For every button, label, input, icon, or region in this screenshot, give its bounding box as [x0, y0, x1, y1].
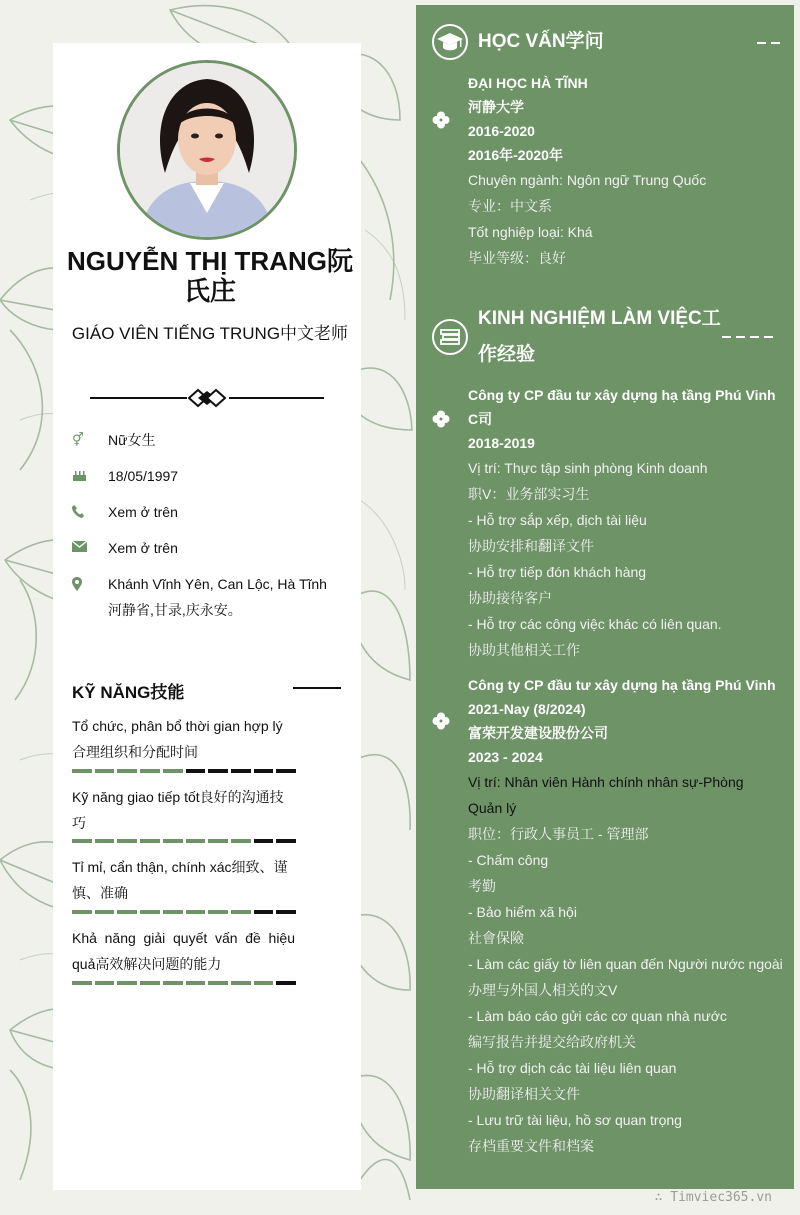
education-grade: Tốt nghiệp loại: Khá	[468, 224, 593, 240]
skill-bar-segment	[276, 839, 296, 843]
skill-label: Tỉ mỉ, cẩn thận, chính xác细致、谨慎、准确	[72, 859, 288, 901]
skill-bar-segment	[163, 981, 183, 985]
job-detail: 社會保險	[468, 930, 524, 946]
job-title: GIÁO VIÊN TIẾNG TRUNG中文老师	[71, 324, 349, 343]
avatar	[117, 60, 297, 240]
job-detail: 职V：业务部实习生	[468, 486, 590, 502]
skill-bar-segment	[140, 769, 160, 773]
job-detail: - Làm báo cáo gửi các cơ quan nhà nước	[468, 1008, 727, 1024]
profile-photo	[120, 63, 294, 237]
skill-bar-segment	[254, 910, 274, 914]
experience-heading-line2: 作经验	[478, 344, 536, 365]
job-detail: - Làm các giấy tờ liên quan đến Người nước ngoài	[468, 956, 783, 972]
skill-bar-segment	[276, 910, 296, 914]
job-detail: 办理与外国人相关的文V	[468, 982, 618, 998]
job-position: Vị trí: Nhân viên Hành chính nhân sự-Phòng Quản lý	[468, 774, 744, 816]
phone-text: Xem ở trên	[108, 504, 178, 520]
skill-bar	[72, 910, 296, 914]
skill-bar-segment	[208, 981, 228, 985]
skill-bar-segment	[163, 910, 183, 914]
skill-bar-segment	[186, 910, 206, 914]
education-heading-dash	[757, 42, 780, 44]
job-detail: Vị trí: Thực tập sinh phòng Kinh doanh	[468, 460, 708, 476]
skill-bar-segment	[163, 839, 183, 843]
job-detail: 协助接待客户	[468, 590, 552, 606]
map-pin-icon	[72, 577, 88, 591]
skill-bar-segment	[117, 981, 137, 985]
skill-bar-segment	[254, 769, 274, 773]
skill-bar-segment	[186, 981, 206, 985]
school-name-cn: 河静大学	[468, 99, 524, 115]
gender-text: Nữ女生	[108, 432, 156, 448]
education-years: 2016-2020	[468, 123, 535, 139]
skill-bar-segment	[254, 839, 274, 843]
job-detail: - Lưu trữ tài liệu, hồ sơ quan trọng	[468, 1112, 682, 1128]
watermark: ∴ Timviec365.vn	[654, 1190, 772, 1205]
skills-heading: KỸ NĂNG技能	[72, 683, 185, 702]
job-detail: 协助安排和翻译文件	[468, 538, 594, 554]
job-detail: 编写报告并提交给政府机关	[468, 1034, 636, 1050]
divider-left	[90, 397, 187, 399]
skill-bar	[72, 981, 296, 985]
education-grade-cn: 毕业等级：良好	[468, 250, 566, 266]
job-detail: - Chấm công	[468, 852, 549, 868]
job-detail: 协助其他相关工作	[468, 642, 580, 658]
skill-bar-segment	[231, 981, 251, 985]
experience-heading-dash	[722, 336, 773, 338]
skill-label: Khả năng giải quyết vấn đề hiệu quả高效解决问题的能力	[72, 930, 295, 972]
skill-bar	[72, 769, 296, 773]
skill-label: Tổ chức, phân bổ thời gian hợp lý合理组织和分配时间	[72, 718, 283, 760]
job-company-cont: C司	[468, 411, 493, 427]
skill-bar-segment	[72, 839, 92, 843]
job-years: 2023 - 2024	[468, 749, 543, 765]
skill-bar-segment	[95, 839, 115, 843]
books-icon	[432, 319, 468, 355]
divider-right	[229, 397, 324, 399]
clover-bullet-icon	[432, 111, 450, 129]
skill-bar-segment	[117, 910, 137, 914]
skill-bar-segment	[186, 839, 206, 843]
skill-bar-segment	[95, 981, 115, 985]
job-detail: - Bảo hiểm xã hội	[468, 904, 577, 920]
job-company-cn: 富荣开发建设股份公司	[468, 725, 608, 741]
email-text: Xem ở trên	[108, 540, 178, 556]
skills-heading-rule	[293, 687, 341, 689]
job-period: 2021-Nay (8/2024)	[468, 701, 586, 717]
skill-bar-segment	[72, 769, 92, 773]
job-detail: 职位：行政人事员工 - 管理部	[468, 826, 649, 842]
skill-bar-segment	[276, 769, 296, 773]
skill-bar-segment	[140, 910, 160, 914]
job-detail: 考勤	[468, 878, 496, 894]
experience-heading-line1: KINH NGHIỆM LÀM VIỆC工	[478, 308, 721, 329]
job-detail: 协助翻译相关文件	[468, 1086, 580, 1102]
job-company: Công ty CP đầu tư xây dựng hạ tầng Phú Vinh	[468, 387, 776, 403]
clover-bullet-icon	[432, 410, 450, 428]
skill-bar-segment	[117, 839, 137, 843]
skill-bar-segment	[231, 839, 251, 843]
job-detail: 存档重要文件和档案	[468, 1138, 594, 1154]
education-heading: HỌC VẤN学问	[478, 31, 604, 52]
envelope-icon	[72, 541, 88, 555]
school-name: ĐẠI HỌC HÀ TĨNH	[468, 75, 588, 91]
skill-bar-segment	[163, 769, 183, 773]
skill-bar-segment	[117, 769, 137, 773]
address-text: Khánh Vĩnh Yên, Can Lộc, Hà Tĩnh 河静省,甘录,庆永安。	[108, 576, 327, 618]
job-detail: - Hỗ trợ sắp xếp, dịch tài liệu	[468, 512, 647, 528]
skill-bar-segment	[95, 910, 115, 914]
skill-bar-segment	[208, 839, 228, 843]
skill-bar-segment	[208, 769, 228, 773]
skill-bar-segment	[72, 910, 92, 914]
birthday-cake-icon	[72, 469, 88, 483]
clover-bullet-icon	[432, 712, 450, 730]
skill-bar-segment	[231, 910, 251, 914]
graduation-cap-icon	[432, 24, 468, 60]
education-major-cn: 专业：中文系	[468, 198, 552, 214]
skill-bar	[72, 839, 296, 843]
skill-bar-segment	[208, 910, 228, 914]
skill-bar-segment	[254, 981, 274, 985]
skill-label: Kỹ năng giao tiếp tốt良好的沟通技巧	[72, 789, 284, 831]
job-company: Công ty CP đầu tư xây dựng hạ tầng Phú Vinh	[468, 677, 776, 693]
skill-bar-segment	[95, 769, 115, 773]
skill-bar-segment	[72, 981, 92, 985]
job-detail: - Hỗ trợ các công việc khác có liên quan.	[468, 616, 722, 632]
job-detail: - Hỗ trợ dịch các tài liệu liên quan	[468, 1060, 677, 1076]
skill-bar-segment	[140, 839, 160, 843]
phone-icon	[72, 505, 88, 519]
gender-icon: ⚥	[72, 432, 84, 447]
skill-bar-segment	[276, 981, 296, 985]
job-detail: - Hỗ trợ tiếp đón khách hàng	[468, 564, 647, 580]
diamond-ornament	[188, 388, 226, 408]
candidate-name: NGUYỄN THỊ TRANG阮氏庄	[66, 246, 353, 306]
skill-bar-segment	[140, 981, 160, 985]
education-major: Chuyên ngành: Ngôn ngữ Trung Quốc	[468, 172, 707, 188]
skill-bar-segment	[231, 769, 251, 773]
education-years-cn: 2016年-2020年	[468, 147, 563, 163]
skill-bar-segment	[186, 769, 206, 773]
birthday-text: 18/05/1997	[108, 468, 179, 484]
job-years: 2018-2019	[468, 435, 535, 451]
